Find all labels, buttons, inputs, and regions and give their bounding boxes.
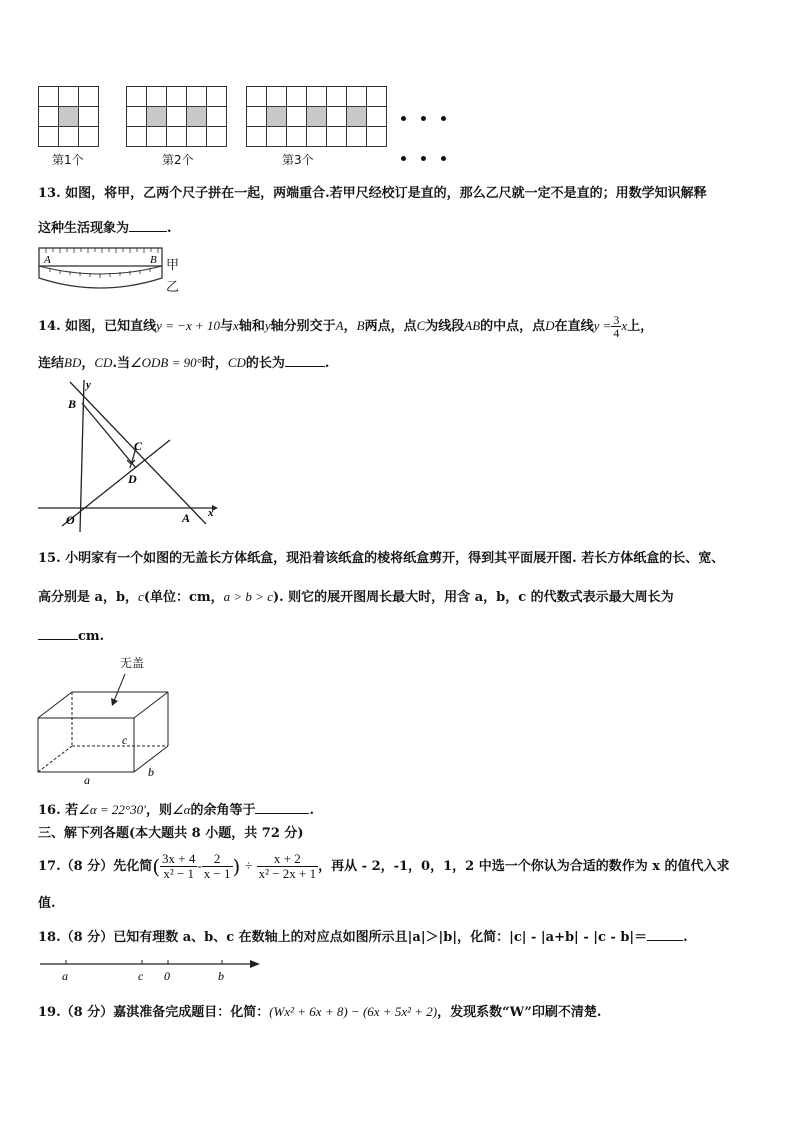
ellipsis-dot xyxy=(441,116,446,121)
answer-blank[interactable] xyxy=(129,219,167,232)
answer-blank[interactable] xyxy=(255,801,309,814)
point-label-b: B xyxy=(68,397,77,411)
pattern-caption-2: 第2个 xyxy=(162,153,194,167)
fraction-3: $\frac{x + 2}{\text{x² − 2x + 1}}$ xyxy=(258,851,317,881)
point-label-d: D xyxy=(128,472,137,486)
question-17-line-1: 17.（8 分）先化简( $\frac{3x + 4}{\text{x² − 1}}$ - $\frac{2}{x - 1}$ ) ÷ $\frac{x + 2}{\text{x² − 2x + 1}}$ ，再从 - 2，-1，0，1，2 中选一个你认为合适的数作为 x 的值代入求 xyxy=(38,851,730,881)
box-edge-b: b xyxy=(148,765,154,779)
ruler-label-yi: 乙 xyxy=(166,280,180,295)
section-3-heading: 三、解下列各题(本大题共 8 小题，共 72 分) xyxy=(38,826,304,841)
grid-pattern-figure xyxy=(36,84,456,150)
ellipsis-dot xyxy=(401,156,406,161)
number-line-figure xyxy=(36,956,266,986)
ellipsis-dot xyxy=(421,156,426,161)
ruler-label-a: A xyxy=(44,254,51,266)
axis-label-y: y xyxy=(86,379,91,391)
answer-blank[interactable] xyxy=(647,928,683,941)
question-14-line-1: 14. 如图，已知直线y = −x + 10与x轴和y轴分别交于A，B两点，点C为线段AB的中点，点D在直线y = $\frac{3}{4}$ x上， xyxy=(38,313,654,340)
question-15-line-3: cm. xyxy=(38,627,104,645)
point-label-c: C xyxy=(134,439,143,453)
question-13-line-1: 13. 如图，将甲，乙两个尺子拼在一起，两端重合.若甲尺经校订是直的，那么乙尺就一定不是直的；用数学知识解释 xyxy=(38,186,707,201)
ruler-label-jia: 甲 xyxy=(166,258,180,273)
point-label-o: O xyxy=(66,513,75,527)
point-label-a: A xyxy=(182,511,191,525)
question-15-line-2: 高分别是 a，b，c(单位：cm，a > b > c). 则它的展开图周长最大时，用含 a，b，c 的代数式表示最大周长为 xyxy=(38,589,674,605)
number-line-c: c xyxy=(138,969,144,983)
fraction-three-quarters: $\frac{3}{4}$ xyxy=(613,313,620,340)
ellipsis-dot xyxy=(441,156,446,161)
answer-blank[interactable] xyxy=(38,627,78,640)
answer-blank[interactable] xyxy=(285,354,325,367)
pattern-caption-1: 第1个 xyxy=(52,153,84,167)
question-14-line-2: 连结BD，CD.当∠ODB = 90°时，CD的长为 . xyxy=(38,355,330,371)
question-17-line-2: 值. xyxy=(38,896,56,911)
coordinate-figure xyxy=(36,376,226,536)
number-line-zero: 0 xyxy=(164,969,170,983)
question-19: 19.（8 分）嘉淇准备完成题目：化简：(Wx² + 6x + 8) − (6x + 5x² + 2)，发现系数“W”印刷不清楚. xyxy=(38,1004,602,1020)
ellipsis-dot xyxy=(401,116,406,121)
box-edge-a: a xyxy=(84,773,90,784)
ruler-figure xyxy=(36,244,186,292)
pattern-caption-3: 第3个 xyxy=(282,153,314,167)
question-18: 18.（8 分）已知有理数 a、b、c 在数轴上的对应点如图所示且|a|＞|b|，化简：|c| - |a+b| - |c - b|＝ . xyxy=(38,930,688,945)
ruler-label-b: B xyxy=(150,254,157,266)
number-line-b: b xyxy=(218,969,224,983)
number-line-a: a xyxy=(62,969,68,983)
fraction-1: $\frac{3x + 4}{\text{x² − 1}}$ xyxy=(162,851,196,881)
box-edge-c: c xyxy=(122,733,128,747)
question-16: 16. 若∠α = 22°30′，则∠α的余角等于 . xyxy=(38,802,315,818)
box-figure xyxy=(36,668,186,784)
box-label-no-lid: 无盖 xyxy=(120,656,145,670)
question-13-line-2: 这种生活现象为 . xyxy=(38,221,172,236)
question-15-line-1: 15. 小明家有一个如图的无盖长方体纸盒，现沿着该纸盒的棱将纸盒剪开，得到其平面展开图. 若长方体纸盒的长、宽、 xyxy=(38,551,725,566)
ellipsis-dot xyxy=(421,116,426,121)
fraction-2: $\frac{2}{x - 1}$ xyxy=(203,851,231,881)
axis-label-x: x xyxy=(208,507,214,519)
